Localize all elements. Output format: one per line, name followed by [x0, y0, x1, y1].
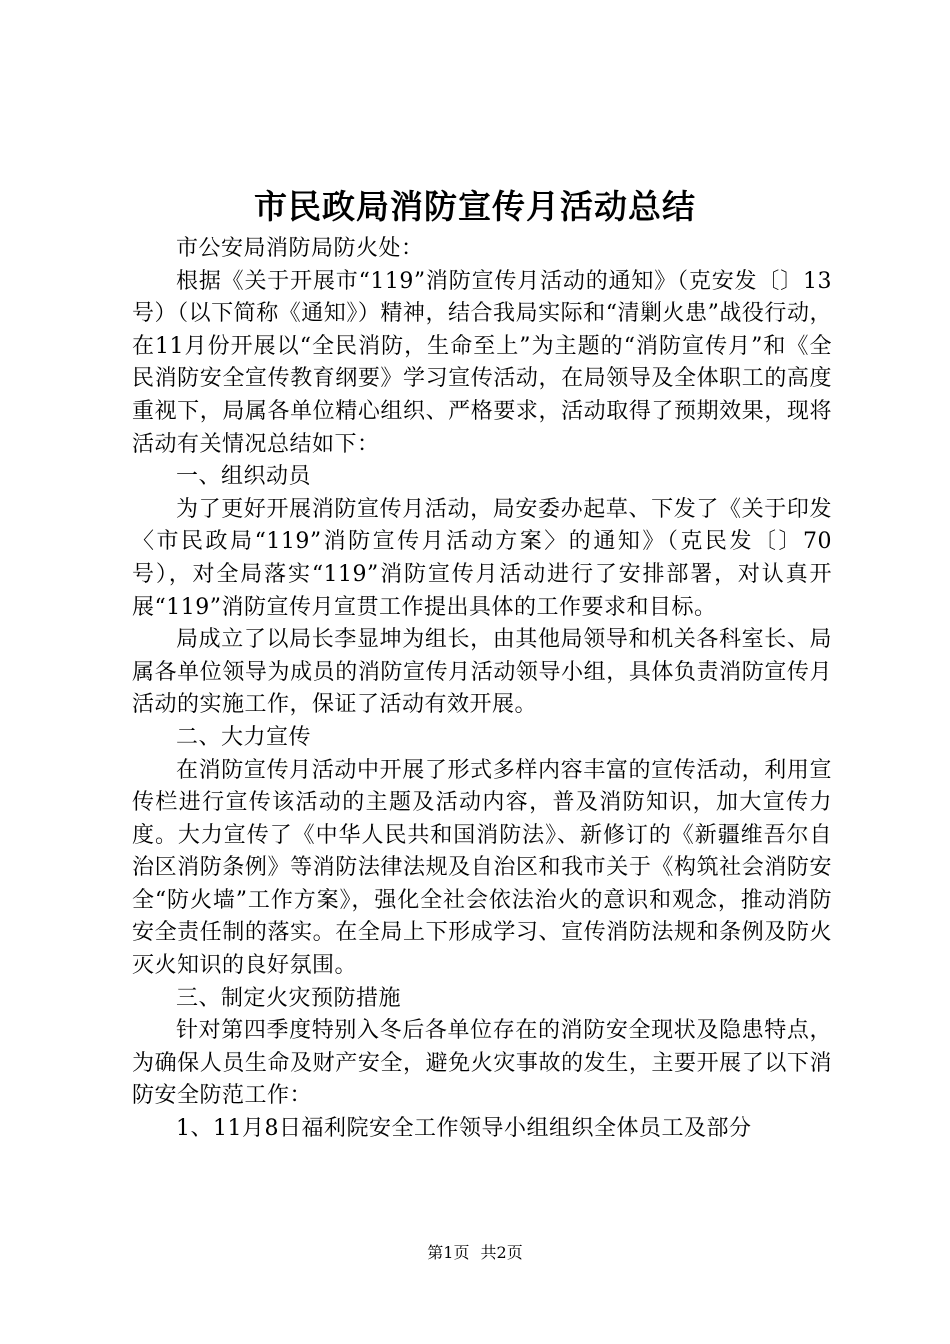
salutation: 市公安局消防局防火处：	[176, 236, 424, 261]
section-1-paragraph-2: 局成立了以局长李显坤为组长，由其他局领导和机关各科室长、局属各单位领导为成员的消防宣传月活动领导小组，具体负责消防宣传月活动的实施工作，保证了活动有效开展。	[132, 627, 832, 718]
intro-paragraph: 根据《关于开展市“119”消防宣传月活动的通知》（克安发〔〕13号）（以下简称《通知》）精神，结合我局实际和“清剿火患”战役行动，在11月份开展以“全民消防，生命至上”为主题的“消防宣传月”和《全民消防安全宣传教育纲要》学习宣传活动，在局领导及全体职工的高度重视下，局属各单位精心组织、严格要求，活动取得了预期效果，现将活动有关情况总结如下：	[132, 268, 832, 457]
section-2-paragraph-1: 在消防宣传月活动中开展了形式多样内容丰富的宣传活动，利用宣传栏进行宣传该活动的主题及活动内容，普及消防知识，加大宣传力度。大力宣传了《中华人民共和国消防法》、新修订的《新疆维吾尔自治区消防条例》等消防法律法规及自治区和我市关于《构筑社会消防安全“防火墙”工作方案》，强化全社会依法治火的意识和观念，推动消防安全责任制的落实。在全局上下形成学习、宣传消防法规和条例及防火灭火知识的良好氛围。	[132, 757, 832, 979]
section-3-paragraph-1: 针对第四季度特别入冬后各单位存在的消防安全现状及隐患特点，为确保人员生命及财产安全，避免火灾事故的发生，主要开展了以下消防安全防范工作：	[132, 1018, 832, 1109]
section-heading-2: 二、大力宣传	[176, 724, 312, 750]
document-body	[132, 233, 832, 1146]
section-heading-1: 一、组织动员	[176, 464, 312, 490]
page-number-total: 共2页	[480, 1243, 523, 1262]
section-3-item-1: 1、11月8日福利院安全工作领导小组组织全体员工及部分	[176, 1116, 752, 1142]
page-footer	[0, 1242, 950, 1264]
document-title: 市民政局消防宣传月活动总结	[254, 187, 696, 226]
section-1-paragraph-1: 为了更好开展消防宣传月活动，局安委办起草、下发了《关于印发〈市民政局“119”消防宣传月活动方案〉的通知》（克民发〔〕70号），对全局落实“119”消防宣传月活动进行了安排部署，对认真开展“119”消防宣传月宣贯工作提出具体的工作要求和目标。	[132, 496, 832, 620]
section-heading-3: 三、制定火灾预防措施	[176, 985, 402, 1011]
page-number-current: 第1页	[427, 1243, 470, 1262]
